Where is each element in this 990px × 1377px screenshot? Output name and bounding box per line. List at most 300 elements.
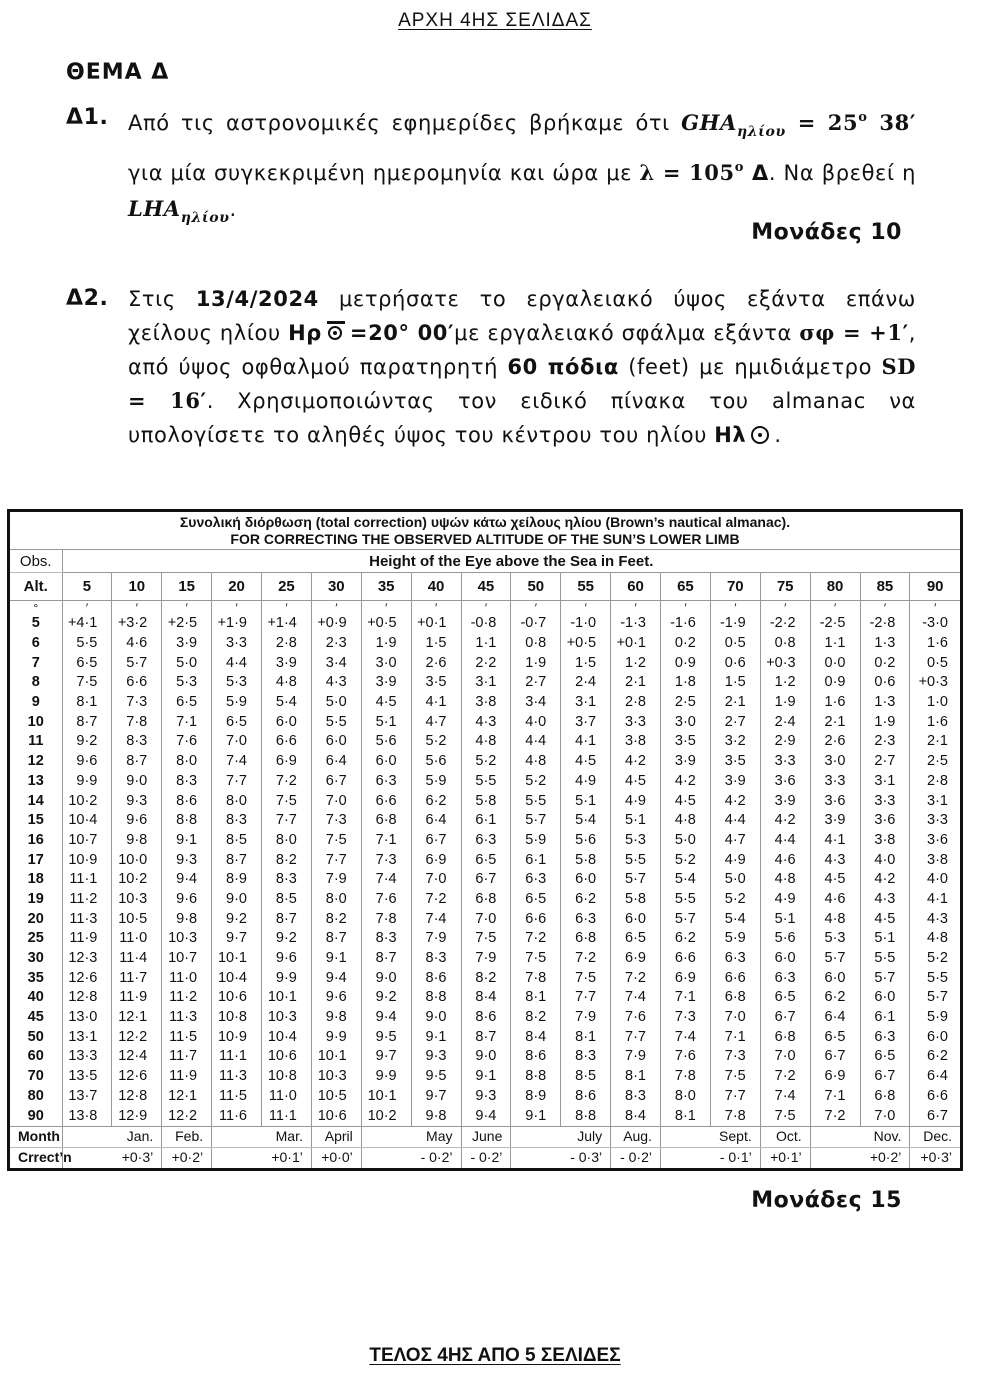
correction-value: 5·7	[511, 811, 561, 831]
almanac-correction-table	[7, 509, 963, 1171]
column-header-eye-height: 5	[62, 573, 112, 601]
correction-value: 9·6	[311, 988, 361, 1008]
correction-value: 0·5	[927, 654, 948, 671]
correction-value: 6·0	[760, 949, 810, 969]
sextant-altitude-value: =20° 00′	[349, 321, 455, 345]
correction-value: 12·3	[62, 949, 112, 969]
minute-unit: ′	[860, 601, 910, 615]
correction-value: 3·3	[810, 772, 860, 792]
table-row	[10, 890, 960, 910]
correction-value: 6·6	[710, 968, 760, 988]
correction-value: 5·7	[810, 949, 860, 969]
correction-value: +0·1	[611, 634, 661, 654]
month-name: Dec.	[910, 1126, 960, 1147]
month-name: Aug.	[611, 1126, 661, 1147]
correction-value: 5·5	[511, 791, 561, 811]
correction-value: 4·1	[810, 831, 860, 851]
correction-value: 11·4	[112, 949, 162, 969]
correction-value: 3·4	[311, 653, 361, 673]
correction-value: 6·5	[511, 890, 561, 910]
correction-value: 7·2	[511, 929, 561, 949]
longitude-direction: Δ	[744, 161, 769, 185]
correction-value: 7·4	[760, 1087, 810, 1107]
column-header-eye-height: 15	[162, 573, 212, 601]
table-row	[10, 653, 960, 673]
correction-value: 6·4	[411, 811, 461, 831]
minute-unit: ′	[112, 601, 162, 615]
correction-value: 4·1	[561, 732, 611, 752]
correction-value: 11·3	[162, 1008, 212, 1028]
correction-value: 4·5	[860, 909, 910, 929]
correction-value: -2·5	[810, 614, 860, 634]
correction-value: 8·3	[611, 1087, 661, 1107]
correction-value: 9·2	[361, 988, 411, 1008]
correction-value: 12·2	[162, 1106, 212, 1126]
correction-value: 4·3	[461, 712, 511, 732]
correction-value: 8·2	[311, 909, 361, 929]
correction-value: 8·7	[311, 929, 361, 949]
correction-value: 8·9	[212, 870, 262, 890]
correction-value: 12·8	[62, 988, 112, 1008]
correction-value: 5·1	[561, 791, 611, 811]
correction-value: 7·7	[611, 1027, 661, 1047]
correction-value: 3·1	[461, 673, 511, 693]
correction-value: 4·5	[611, 772, 661, 792]
correction-value: 3·4	[511, 693, 561, 713]
correction-value: 9·7	[411, 1087, 461, 1107]
lha-symbol: LHA	[128, 196, 181, 221]
correction-value: 10·8	[262, 1067, 312, 1087]
correction-value: 9·5	[361, 1027, 411, 1047]
true-altitude-symbol: Ηλ	[714, 423, 747, 447]
correction-value: 4·6	[810, 890, 860, 910]
correction-value: 8·5	[212, 831, 262, 851]
correction-value: 5·1	[611, 811, 661, 831]
minute-unit: ′	[361, 601, 411, 615]
correction-value: 2·9	[760, 732, 810, 752]
correction-value: 6·5	[461, 850, 511, 870]
correction-value: 11·2	[62, 890, 112, 910]
correction-value: 10·8	[212, 1008, 262, 1028]
correction-value: +0·5	[361, 614, 411, 634]
correction-value: 6·4	[311, 752, 361, 772]
observed-altitude: 14	[10, 791, 62, 811]
table-title-line2: FOR CORRECTING THE OBSERVED ALTITUDE OF THE SUN’S LOWER LIMB	[230, 531, 740, 547]
correction-value: 3·3	[927, 812, 948, 829]
correction-value: 5·4	[710, 909, 760, 929]
correction-value: 4·4	[212, 653, 262, 673]
correction-value: 8·5	[262, 890, 312, 910]
table-row	[10, 693, 960, 713]
correction-value: 7·9	[611, 1047, 661, 1067]
correction-value: 3·6	[860, 811, 910, 831]
minute-unit: ′	[262, 601, 312, 615]
correction-value: 10·1	[361, 1087, 411, 1107]
month-correction-row	[10, 1147, 960, 1168]
correction-value: 9·9	[62, 772, 112, 792]
correction-value: 11·6	[212, 1106, 262, 1126]
correction-value: 6·6	[661, 949, 711, 969]
correction-value: 7·5	[561, 968, 611, 988]
correction-value: 0·8	[760, 634, 810, 654]
correction-value: 4·8	[810, 909, 860, 929]
correction-value: 4·0	[927, 871, 948, 888]
column-header-eye-height: 55	[561, 573, 611, 601]
correction-value: 1·6	[927, 713, 948, 730]
correction-value: 9·1	[511, 1106, 561, 1126]
correction-value: 1·2	[760, 673, 810, 693]
correction-value: 6·8	[710, 988, 760, 1008]
correction-value: 5·0	[162, 653, 212, 673]
question-text	[128, 100, 916, 236]
column-header-eye-height: 10	[112, 573, 162, 601]
correction-value: 2·1	[611, 673, 661, 693]
correction-value: 8·7	[212, 850, 262, 870]
correction-value: 2·4	[760, 712, 810, 732]
correction-value: 7·0	[860, 1106, 910, 1126]
text: Στις	[128, 287, 196, 311]
table-title-line1: Συνολική διόρθωση (total correction) υψών κάτω χείλους ηλίου (Brown’s nautical almanac).	[179, 514, 791, 530]
correction-value: 5·4	[561, 811, 611, 831]
correction-value: 4·2	[860, 870, 910, 890]
correction-value: 8·3	[361, 929, 411, 949]
correction-value: 9·6	[112, 811, 162, 831]
minute-unit: ′	[162, 601, 212, 615]
table-row	[10, 909, 960, 929]
correction-value: 10·4	[262, 1027, 312, 1047]
correction-value: 4·2	[611, 752, 661, 772]
month-correction: +0·3’	[920, 1149, 952, 1166]
correction-value: 9·4	[461, 1106, 511, 1126]
correction-value: 6·5	[162, 693, 212, 713]
correction-value: 5·3	[611, 831, 661, 851]
correction-value: 7·7	[561, 988, 611, 1008]
column-header-eye-height: 50	[511, 573, 561, 601]
sextant-altitude-symbol: Ηρ	[288, 321, 322, 345]
correction-value: 11·2	[162, 988, 212, 1008]
table-row	[10, 1047, 960, 1067]
correction-value: 6·7	[810, 1047, 860, 1067]
correction-value: 5·5	[927, 969, 948, 986]
table-row	[10, 791, 960, 811]
correction-value: 8·0	[311, 890, 361, 910]
month-name: June	[461, 1126, 511, 1147]
correction-value: 7·0	[710, 1008, 760, 1028]
correction-value: 3·8	[461, 693, 511, 713]
month-correction: - 0·3’	[511, 1147, 611, 1168]
correction-value: 9·2	[262, 929, 312, 949]
table-row	[10, 1087, 960, 1107]
correction-value: 3·9	[760, 791, 810, 811]
column-header-eye-height: 40	[411, 573, 461, 601]
column-header-eye-height: 60	[611, 573, 661, 601]
correction-value: 7·6	[611, 1008, 661, 1028]
correction-value: 1·0	[927, 694, 948, 711]
correction-value: 6·4	[927, 1068, 948, 1085]
correction-value: 13·7	[62, 1087, 112, 1107]
text: (feet) με ημιδιάμετρο	[618, 355, 882, 379]
correction-value: 11·7	[112, 968, 162, 988]
correction-value: 4·5	[361, 693, 411, 713]
correction-value: 8·1	[611, 1067, 661, 1087]
month-correction: +0·1’	[760, 1147, 810, 1168]
correction-value: -2·8	[860, 614, 910, 634]
table-row	[10, 929, 960, 949]
correction-value: 7·5	[461, 929, 511, 949]
correction-value: 11·1	[262, 1106, 312, 1126]
correction-value: 6·3	[760, 968, 810, 988]
table-row	[10, 614, 960, 634]
correction-value: 7·6	[162, 732, 212, 752]
month-correction: +0·2’	[810, 1147, 910, 1168]
correction-value: 1·3	[860, 693, 910, 713]
observed-altitude: 40	[10, 988, 62, 1008]
correction-value: 9·0	[112, 772, 162, 792]
correction-value: 11·9	[112, 988, 162, 1008]
correction-value: 3·3	[860, 791, 910, 811]
degree-symbol: o	[858, 110, 868, 125]
correction-value: 1·9	[860, 712, 910, 732]
correction-value: 6·9	[611, 949, 661, 969]
correction-value: 6·9	[411, 850, 461, 870]
minute-unit: ′	[561, 601, 611, 615]
correction-value: 3·3	[611, 712, 661, 732]
equals: =	[654, 160, 690, 185]
correction-value: 6·7	[860, 1067, 910, 1087]
month-name: April	[311, 1126, 361, 1147]
correction-value: 3·7	[561, 712, 611, 732]
correction-value: 1·1	[810, 634, 860, 654]
correction-value: 13·3	[62, 1047, 112, 1067]
correction-value: 4·0	[511, 712, 561, 732]
month-name: Feb.	[162, 1126, 212, 1147]
correction-value: 11·3	[212, 1067, 262, 1087]
date: 13/4/2024	[195, 287, 319, 311]
correction-value: 7·7	[710, 1087, 760, 1107]
correction-value: 7·0	[760, 1047, 810, 1067]
correction-value: 4·8	[511, 752, 561, 772]
correction-value: 11·9	[62, 929, 112, 949]
table-row	[10, 1106, 960, 1126]
correction-value: 4·4	[710, 811, 760, 831]
correction-value: 6·7	[411, 831, 461, 851]
correction-value: 5·1	[361, 712, 411, 732]
observed-altitude: 18	[10, 870, 62, 890]
minute-unit: ′	[511, 601, 561, 615]
correction-value: 4·9	[710, 850, 760, 870]
correction-value: 1·5	[561, 653, 611, 673]
correction-value: 7·2	[411, 890, 461, 910]
degree-unit: °	[10, 601, 62, 615]
correction-value: 5·3	[162, 673, 212, 693]
correction-value: 2·7	[860, 752, 910, 772]
table-row	[10, 831, 960, 851]
gha-subscript: ηλίου	[736, 124, 786, 140]
correction-value: 5·7	[860, 968, 910, 988]
observed-altitude: 45	[10, 1008, 62, 1028]
correction-value: +3·2	[112, 614, 162, 634]
correction-value: 11·1	[62, 870, 112, 890]
table-row	[10, 1067, 960, 1087]
correction-value: 9·4	[311, 968, 361, 988]
column-header-eye-height: 80	[810, 573, 860, 601]
correction-value: 4·1	[927, 890, 948, 907]
degree-symbol: o	[734, 160, 745, 175]
correction-value: 9·6	[162, 890, 212, 910]
text: , από ύψος οφθαλμού παρατηρητή	[128, 321, 916, 379]
correction-value: 7·6	[661, 1047, 711, 1067]
correction-value: 5·8	[461, 791, 511, 811]
question-label: Δ2.	[66, 286, 109, 311]
correction-value: 6·6	[112, 673, 162, 693]
correction-value: 9·1	[311, 949, 361, 969]
correction-value: 5·0	[710, 870, 760, 890]
correction-value: 6·5	[860, 1047, 910, 1067]
correction-value: 7·4	[411, 909, 461, 929]
correction-value: -1·9	[710, 614, 760, 634]
correction-value: 10·1	[212, 949, 262, 969]
correction-value: 10·6	[262, 1047, 312, 1067]
correction-value: +0·5	[561, 634, 611, 654]
correction-value: 0·6	[860, 673, 910, 693]
gha-degrees: 25	[827, 110, 859, 135]
correction-value: 12·8	[112, 1087, 162, 1107]
correction-value: 3·9	[162, 634, 212, 654]
correction-value: 2·5	[661, 693, 711, 713]
correction-value: 10·3	[311, 1067, 361, 1087]
month-label: Month	[10, 1126, 62, 1147]
correction-value: 9·8	[411, 1106, 461, 1126]
correction-value: 8·1	[511, 988, 561, 1008]
column-header-eye-height: 70	[710, 573, 760, 601]
marks-d1: Μονάδες 10	[751, 220, 902, 245]
correction-value: 5·9	[411, 772, 461, 792]
correction-value: 9·8	[112, 831, 162, 851]
correction-value: +1·4	[262, 614, 312, 634]
question-label: Δ1.	[66, 105, 109, 130]
minute-unit: ′	[934, 600, 937, 615]
correction-value: 12·4	[112, 1047, 162, 1067]
correction-value: 1·9	[511, 653, 561, 673]
correction-value: 6·7	[311, 772, 361, 792]
observed-altitude: 9	[10, 693, 62, 713]
column-header-eye-height: 90	[910, 573, 960, 601]
correction-value: 2·2	[461, 653, 511, 673]
correction-value: 8·4	[461, 988, 511, 1008]
lha-subscript: ηλίου	[180, 210, 230, 226]
correction-value: 12·9	[112, 1106, 162, 1126]
correction-value: 3·0	[661, 712, 711, 732]
correction-value: 6·6	[927, 1087, 948, 1104]
observed-altitude: 20	[10, 909, 62, 929]
correction-value: -1·0	[561, 614, 611, 634]
correction-value: 2·8	[262, 634, 312, 654]
minute-unit: ′	[810, 601, 860, 615]
minute-unit: ′	[311, 601, 361, 615]
correction-value: 5·7	[661, 909, 711, 929]
correction-value: +0·1	[411, 614, 461, 634]
correction-value: 6·3	[561, 909, 611, 929]
correction-value: 2·1	[710, 693, 760, 713]
equals: =	[785, 110, 828, 135]
correction-value: 13·8	[62, 1106, 112, 1126]
correction-value: 3·6	[810, 791, 860, 811]
correction-value: 6·5	[212, 712, 262, 732]
correction-value: 3·9	[661, 752, 711, 772]
table-row	[10, 1008, 960, 1028]
correction-value: 11·0	[162, 968, 212, 988]
correction-value: 3·1	[927, 792, 948, 809]
month-correction: - 0·1’	[661, 1147, 761, 1168]
correction-value: 5·3	[810, 929, 860, 949]
correction-value: 8·9	[511, 1087, 561, 1107]
correction-value: 8·8	[511, 1067, 561, 1087]
longitude-value: 105	[689, 160, 735, 185]
correction-value: 5·8	[611, 890, 661, 910]
correction-value: 7·2	[611, 968, 661, 988]
index-error: σφ = +1′	[799, 320, 909, 345]
correction-value: 2·8	[927, 772, 948, 789]
correction-value: 8·4	[511, 1027, 561, 1047]
correction-value: 1·6	[927, 635, 948, 652]
correction-value: 3·8	[611, 732, 661, 752]
correction-value: 6·6	[511, 909, 561, 929]
month-name: Nov.	[810, 1126, 910, 1147]
correction-value: 6·0	[361, 752, 411, 772]
observed-altitude: 25	[10, 929, 62, 949]
observed-altitude: 10	[10, 712, 62, 732]
correction-value: 7·8	[710, 1106, 760, 1126]
correction-value: 13·0	[62, 1008, 112, 1028]
correction-value: 6·8	[760, 1027, 810, 1047]
correction-value: 8·0	[262, 831, 312, 851]
minute-unit: ′	[611, 601, 661, 615]
table-row	[10, 752, 960, 772]
correction-value: 7·9	[311, 870, 361, 890]
table-row	[10, 772, 960, 792]
correction-value: 5·9	[710, 929, 760, 949]
correction-value: 10·4	[212, 968, 262, 988]
correction-value: 6·2	[561, 890, 611, 910]
correction-value: 5·5	[311, 712, 361, 732]
correction-value: 7·0	[311, 791, 361, 811]
correction-value: 1·9	[361, 634, 411, 654]
correction-value: 7·4	[361, 870, 411, 890]
correction-value: 9·7	[212, 929, 262, 949]
correction-value: 5·2	[511, 772, 561, 792]
correction-value: 6·4	[810, 1008, 860, 1028]
correction-value: 3·3	[760, 752, 810, 772]
correction-value: 6·0	[927, 1028, 948, 1045]
correction-value: 5·5	[661, 890, 711, 910]
topic-title: ΘΕΜΑ Δ	[66, 60, 170, 85]
correction-value: 8·6	[511, 1047, 561, 1067]
correction-value: 13·1	[62, 1027, 112, 1047]
correction-value: 8·7	[112, 752, 162, 772]
correction-value: 6·9	[810, 1067, 860, 1087]
correction-value: 4·7	[710, 831, 760, 851]
sun-center-icon	[750, 423, 770, 445]
table-row	[10, 673, 960, 693]
correction-value: 6·1	[860, 1008, 910, 1028]
correction-value: 9·4	[361, 1008, 411, 1028]
correction-value: 9·3	[112, 791, 162, 811]
correction-value: 6·8	[860, 1087, 910, 1107]
month-correction: - 0·2’	[361, 1147, 461, 1168]
correction-value: 2·1	[927, 733, 948, 750]
month-name: Mar.	[212, 1126, 312, 1147]
observed-altitude: 15	[10, 811, 62, 831]
